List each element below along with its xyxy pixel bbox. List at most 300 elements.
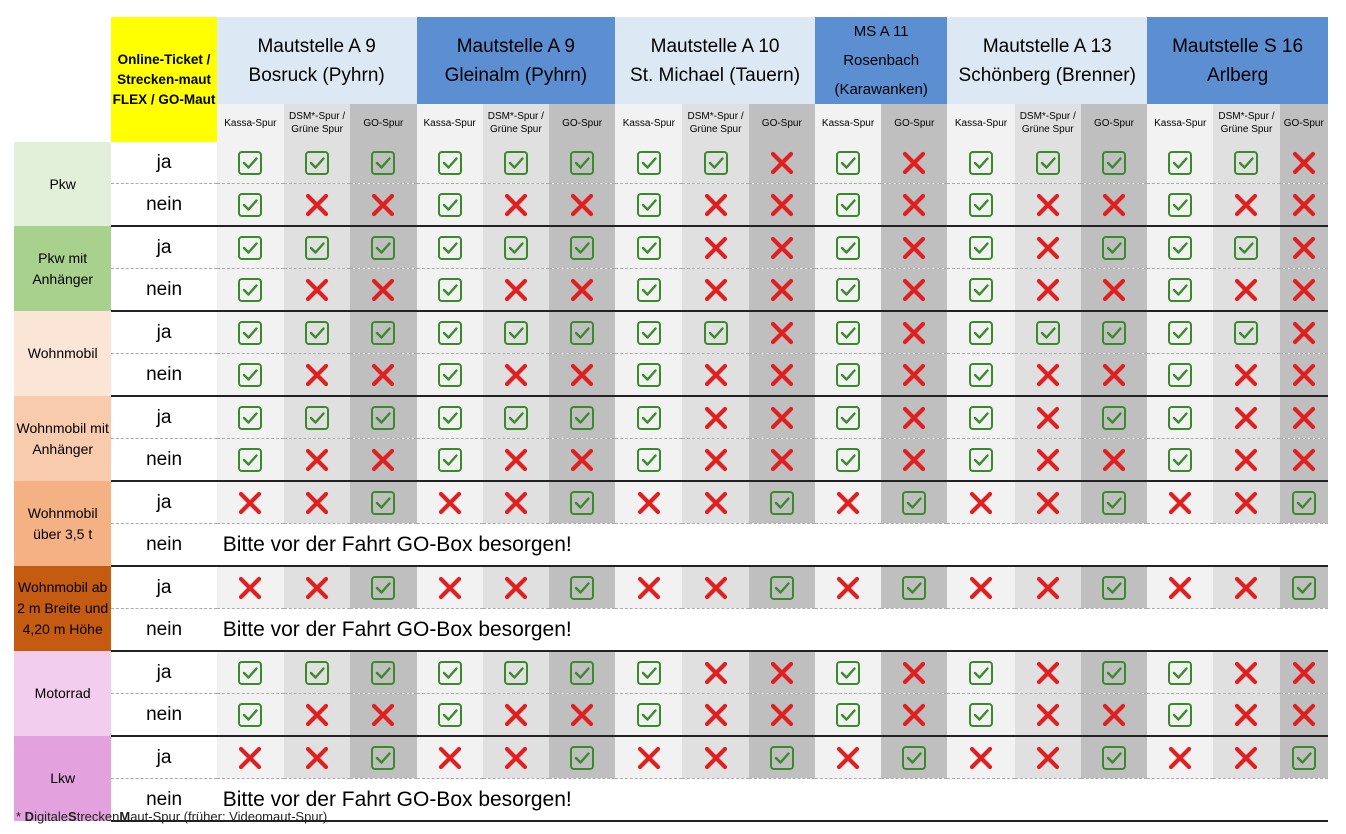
- lane-cell: [815, 566, 881, 609]
- lane-cell: [1081, 354, 1147, 397]
- lane-cell: [1015, 226, 1081, 269]
- go-box-message: Bitte vor der Fahrt GO-Box besorgen!: [217, 609, 1328, 652]
- lane-cell: [815, 142, 881, 184]
- check-icon: [1167, 277, 1193, 303]
- cross-icon: [703, 490, 729, 516]
- cross-icon: [304, 575, 330, 601]
- lane-cell: [1015, 269, 1081, 312]
- check-icon: [835, 447, 861, 473]
- cross-icon: [835, 745, 861, 771]
- cross-icon: [370, 702, 396, 728]
- check-icon: [968, 702, 994, 728]
- lane-cell: [350, 439, 416, 482]
- cross-icon: [901, 192, 927, 218]
- lane-cell: [350, 566, 416, 609]
- lane-cell: [1147, 184, 1213, 227]
- lane-header: GO-Spur: [749, 104, 815, 142]
- cross-icon: [1167, 575, 1193, 601]
- station-header: [1147, 17, 1328, 104]
- check-icon: [1101, 575, 1127, 601]
- cross-icon: [703, 192, 729, 218]
- lane-cell: [947, 226, 1014, 269]
- lane-cell: [947, 184, 1014, 227]
- lane-cell: [1280, 439, 1328, 482]
- check-icon: [835, 320, 861, 346]
- cross-icon: [901, 235, 927, 261]
- lane-header: DSM*-Spur / Grüne Spur: [682, 104, 748, 142]
- toll-lane-table: [14, 17, 1328, 822]
- lane-cell: [682, 439, 748, 482]
- lane-cell: [947, 439, 1014, 482]
- check-icon: [968, 660, 994, 686]
- station-header: [615, 17, 815, 104]
- lane-cell: [749, 651, 815, 694]
- check-icon: [1101, 320, 1127, 346]
- vehicle-category: Pkw mit Anhänger: [14, 226, 111, 311]
- lane-cell: [350, 311, 416, 354]
- lane-cell: [615, 481, 682, 524]
- check-icon: [636, 192, 662, 218]
- check-icon: [237, 150, 263, 176]
- check-icon: [835, 405, 861, 431]
- lane-cell: [1015, 311, 1081, 354]
- lane-cell: [682, 481, 748, 524]
- lane-cell: [1213, 184, 1279, 227]
- check-icon: [835, 192, 861, 218]
- lane-cell: [1081, 269, 1147, 312]
- lane-cell: [947, 311, 1014, 354]
- vehicle-category: Motorrad: [14, 651, 111, 736]
- lane-cell: [749, 269, 815, 312]
- lane-cell: [881, 566, 947, 609]
- check-icon: [237, 447, 263, 473]
- lane-cell: [749, 311, 815, 354]
- lane-cell: [749, 396, 815, 439]
- cross-icon: [437, 745, 463, 771]
- online-ticket-header: Online-Ticket / Strecken-maut FLEX / GO-Maut: [111, 17, 216, 142]
- lane-cell: [1147, 481, 1213, 524]
- check-icon: [1167, 660, 1193, 686]
- lane-cell: [1147, 226, 1213, 269]
- cross-icon: [1291, 277, 1317, 303]
- no-label: nein: [111, 779, 216, 822]
- lane-cell: [615, 439, 682, 482]
- check-icon: [503, 405, 529, 431]
- lane-header: Kassa-Spur: [1147, 104, 1213, 142]
- lane-cell: [284, 736, 350, 779]
- lane-cell: [350, 481, 416, 524]
- check-icon: [237, 362, 263, 388]
- check-icon: [437, 447, 463, 473]
- cross-icon: [703, 235, 729, 261]
- cross-icon: [901, 660, 927, 686]
- lane-cell: [417, 226, 483, 269]
- check-icon: [1101, 150, 1127, 176]
- lane-cell: [947, 269, 1014, 312]
- station-header: [815, 17, 947, 104]
- cross-icon: [503, 702, 529, 728]
- cross-icon: [1233, 277, 1259, 303]
- cross-icon: [1035, 745, 1061, 771]
- cross-icon: [901, 277, 927, 303]
- cross-icon: [503, 447, 529, 473]
- lane-cell: [947, 354, 1014, 397]
- cross-icon: [237, 745, 263, 771]
- check-icon: [370, 745, 396, 771]
- cross-icon: [769, 192, 795, 218]
- lane-cell: [217, 396, 284, 439]
- cross-icon: [1291, 405, 1317, 431]
- check-icon: [901, 490, 927, 516]
- cross-icon: [901, 320, 927, 346]
- lane-cell: [1081, 311, 1147, 354]
- lane-cell: [483, 651, 549, 694]
- lane-cell: [217, 269, 284, 312]
- lane-header: GO-Spur: [1280, 104, 1328, 142]
- lane-header: GO-Spur: [549, 104, 615, 142]
- check-icon: [835, 277, 861, 303]
- lane-cell: [217, 566, 284, 609]
- cross-icon: [703, 575, 729, 601]
- cross-icon: [503, 192, 529, 218]
- cross-icon: [503, 575, 529, 601]
- lane-cell: [1280, 226, 1328, 269]
- cross-icon: [901, 362, 927, 388]
- cross-icon: [1233, 447, 1259, 473]
- cross-icon: [1101, 192, 1127, 218]
- lane-cell: [350, 354, 416, 397]
- check-icon: [1167, 235, 1193, 261]
- lane-header: GO-Spur: [881, 104, 947, 142]
- vehicle-category: Lkw: [14, 736, 111, 821]
- no-label: nein: [111, 354, 216, 397]
- lane-cell: [549, 566, 615, 609]
- station-name-line2: Bosruck (Pyhrn): [248, 64, 385, 86]
- check-icon: [1035, 150, 1061, 176]
- lane-cell: [1280, 269, 1328, 312]
- lane-cell: [749, 694, 815, 737]
- check-icon: [237, 405, 263, 431]
- lane-cell: [1280, 142, 1328, 184]
- cross-icon: [370, 362, 396, 388]
- lane-cell: [417, 566, 483, 609]
- lane-cell: [217, 651, 284, 694]
- cross-icon: [769, 320, 795, 346]
- lane-cell: [417, 481, 483, 524]
- check-icon: [437, 702, 463, 728]
- lane-cell: [1213, 269, 1279, 312]
- cross-icon: [569, 192, 595, 218]
- check-icon: [237, 277, 263, 303]
- cross-icon: [569, 277, 595, 303]
- yes-label: ja: [111, 651, 216, 694]
- cross-icon: [304, 745, 330, 771]
- lane-cell: [1015, 396, 1081, 439]
- vehicle-category: Wohnmobil ab 2 m Breite und 4,20 m Höhe: [14, 566, 111, 651]
- check-icon: [437, 192, 463, 218]
- lane-cell: [549, 269, 615, 312]
- lane-cell: [549, 694, 615, 737]
- check-icon: [1291, 490, 1317, 516]
- lane-cell: [1280, 566, 1328, 609]
- lane-cell: [1213, 694, 1279, 737]
- check-icon: [636, 447, 662, 473]
- cross-icon: [237, 490, 263, 516]
- lane-cell: [350, 694, 416, 737]
- lane-cell: [483, 354, 549, 397]
- cross-icon: [968, 745, 994, 771]
- lane-cell: [217, 184, 284, 227]
- lane-cell: [1147, 311, 1213, 354]
- check-icon: [1167, 702, 1193, 728]
- lane-header: DSM*-Spur / Grüne Spur: [483, 104, 549, 142]
- lane-cell: [682, 396, 748, 439]
- check-icon: [437, 150, 463, 176]
- check-icon: [968, 150, 994, 176]
- check-icon: [1101, 405, 1127, 431]
- lane-cell: [682, 142, 748, 184]
- station-header: [217, 17, 417, 104]
- cross-icon: [1101, 447, 1127, 473]
- footnote-text-2: trecken: [76, 809, 120, 824]
- lane-cell: [881, 354, 947, 397]
- lane-cell: [350, 651, 416, 694]
- lane-cell: [549, 226, 615, 269]
- check-icon: [1167, 320, 1193, 346]
- lane-cell: [682, 311, 748, 354]
- lane-cell: [1280, 396, 1328, 439]
- lane-cell: [815, 354, 881, 397]
- lane-cell: [1147, 566, 1213, 609]
- lane-cell: [417, 142, 483, 184]
- lane-cell: [815, 311, 881, 354]
- lane-cell: [350, 142, 416, 184]
- lane-header: GO-Spur: [350, 104, 416, 142]
- cross-icon: [1035, 575, 1061, 601]
- check-icon: [901, 745, 927, 771]
- lane-cell: [1015, 354, 1081, 397]
- vehicle-category: Wohnmobil mit Anhänger: [14, 396, 111, 481]
- cross-icon: [1101, 362, 1127, 388]
- lane-cell: [881, 269, 947, 312]
- lane-cell: [417, 396, 483, 439]
- check-icon: [304, 235, 330, 261]
- cross-icon: [1035, 277, 1061, 303]
- lane-cell: [749, 566, 815, 609]
- lane-cell: [615, 694, 682, 737]
- lane-cell: [1015, 439, 1081, 482]
- lane-cell: [284, 566, 350, 609]
- lane-cell: [815, 184, 881, 227]
- check-icon: [1233, 320, 1259, 346]
- lane-cell: [615, 354, 682, 397]
- station-header: [947, 17, 1147, 104]
- go-box-message: Bitte vor der Fahrt GO-Box besorgen!: [217, 524, 1328, 567]
- station-name-line1: Mautstelle A 9: [456, 35, 575, 57]
- check-icon: [370, 150, 396, 176]
- lane-cell: [815, 396, 881, 439]
- yes-label: ja: [111, 736, 216, 779]
- cross-icon: [503, 490, 529, 516]
- lane-cell: [1280, 651, 1328, 694]
- check-icon: [370, 490, 396, 516]
- check-icon: [569, 745, 595, 771]
- lane-cell: [1147, 142, 1213, 184]
- lane-cell: [417, 694, 483, 737]
- lane-cell: [284, 396, 350, 439]
- cross-icon: [304, 447, 330, 473]
- lane-cell: [881, 694, 947, 737]
- cross-icon: [901, 405, 927, 431]
- cross-icon: [901, 150, 927, 176]
- station-name-line2: Arlberg: [1206, 64, 1269, 86]
- cross-icon: [835, 575, 861, 601]
- check-icon: [1101, 745, 1127, 771]
- lane-cell: [549, 439, 615, 482]
- check-icon: [901, 575, 927, 601]
- lane-cell: [483, 481, 549, 524]
- lane-cell: [947, 142, 1014, 184]
- lane-cell: [1081, 226, 1147, 269]
- cross-icon: [968, 575, 994, 601]
- lane-cell: [1213, 226, 1279, 269]
- cross-icon: [1291, 150, 1317, 176]
- lane-cell: [1280, 311, 1328, 354]
- lane-cell: [682, 184, 748, 227]
- cross-icon: [1291, 235, 1317, 261]
- lane-cell: [284, 311, 350, 354]
- lane-cell: [615, 396, 682, 439]
- station-name-line1: MS A 11 Rosenbach: [843, 23, 920, 69]
- lane-cell: [350, 736, 416, 779]
- check-icon: [1035, 320, 1061, 346]
- check-icon: [304, 405, 330, 431]
- lane-cell: [815, 736, 881, 779]
- cross-icon: [703, 447, 729, 473]
- cross-icon: [1291, 702, 1317, 728]
- yes-label: ja: [111, 396, 216, 439]
- lane-cell: [947, 736, 1014, 779]
- lane-cell: [483, 226, 549, 269]
- cross-icon: [703, 277, 729, 303]
- lane-cell: [947, 651, 1014, 694]
- cross-icon: [437, 575, 463, 601]
- yes-label: ja: [111, 481, 216, 524]
- vehicle-category: Wohnmobil über 3,5 t: [14, 481, 111, 566]
- lane-cell: [549, 481, 615, 524]
- cross-icon: [1101, 702, 1127, 728]
- lane-cell: [1280, 736, 1328, 779]
- lane-cell: [1280, 354, 1328, 397]
- footnote: [16, 809, 327, 824]
- check-icon: [1167, 192, 1193, 218]
- check-icon: [968, 447, 994, 473]
- cross-icon: [370, 277, 396, 303]
- check-icon: [636, 362, 662, 388]
- cross-icon: [1291, 447, 1317, 473]
- lane-cell: [682, 651, 748, 694]
- cross-icon: [901, 447, 927, 473]
- go-box-message: Bitte vor der Fahrt GO-Box besorgen!: [217, 779, 1328, 822]
- footnote-text-3: aut-Spur (früher: Videomaut-Spur): [130, 809, 328, 824]
- lane-cell: [815, 651, 881, 694]
- cross-icon: [304, 702, 330, 728]
- lane-cell: [881, 396, 947, 439]
- lane-cell: [284, 226, 350, 269]
- lane-cell: [682, 736, 748, 779]
- lane-cell: [615, 142, 682, 184]
- cross-icon: [437, 490, 463, 516]
- lane-cell: [350, 269, 416, 312]
- lane-cell: [1213, 566, 1279, 609]
- lane-cell: [483, 142, 549, 184]
- check-icon: [503, 660, 529, 686]
- lane-cell: [1147, 354, 1213, 397]
- cross-icon: [304, 490, 330, 516]
- lane-cell: [1081, 566, 1147, 609]
- check-icon: [636, 405, 662, 431]
- check-icon: [569, 575, 595, 601]
- check-icon: [503, 320, 529, 346]
- lane-cell: [350, 184, 416, 227]
- lane-cell: [881, 184, 947, 227]
- lane-cell: [417, 439, 483, 482]
- lane-cell: [284, 269, 350, 312]
- check-icon: [1167, 405, 1193, 431]
- check-icon: [370, 575, 396, 601]
- check-icon: [835, 702, 861, 728]
- lane-cell: [815, 269, 881, 312]
- lane-cell: [1280, 694, 1328, 737]
- lane-cell: [1015, 651, 1081, 694]
- footnote-text-1: igitale: [34, 809, 69, 824]
- check-icon: [835, 235, 861, 261]
- cross-icon: [1291, 362, 1317, 388]
- lane-cell: [947, 396, 1014, 439]
- check-icon: [1101, 660, 1127, 686]
- cross-icon: [636, 575, 662, 601]
- check-icon: [304, 660, 330, 686]
- lane-cell: [217, 142, 284, 184]
- lane-cell: [1213, 481, 1279, 524]
- check-icon: [835, 362, 861, 388]
- cross-icon: [769, 362, 795, 388]
- lane-cell: [483, 311, 549, 354]
- lane-cell: [1213, 354, 1279, 397]
- lane-cell: [815, 481, 881, 524]
- lane-cell: [549, 736, 615, 779]
- cross-icon: [769, 702, 795, 728]
- lane-cell: [1147, 694, 1213, 737]
- check-icon: [370, 405, 396, 431]
- lane-cell: [417, 736, 483, 779]
- lane-cell: [1081, 396, 1147, 439]
- lane-cell: [881, 311, 947, 354]
- check-icon: [237, 320, 263, 346]
- footnote-bold-d: D: [24, 809, 35, 824]
- no-label: nein: [111, 694, 216, 737]
- lane-cell: [1147, 736, 1213, 779]
- cross-icon: [304, 362, 330, 388]
- lane-header: Kassa-Spur: [417, 104, 483, 142]
- cross-icon: [1101, 277, 1127, 303]
- no-label: nein: [111, 439, 216, 482]
- lane-cell: [417, 269, 483, 312]
- check-icon: [835, 660, 861, 686]
- check-icon: [1167, 362, 1193, 388]
- check-icon: [569, 320, 595, 346]
- yes-label: ja: [111, 311, 216, 354]
